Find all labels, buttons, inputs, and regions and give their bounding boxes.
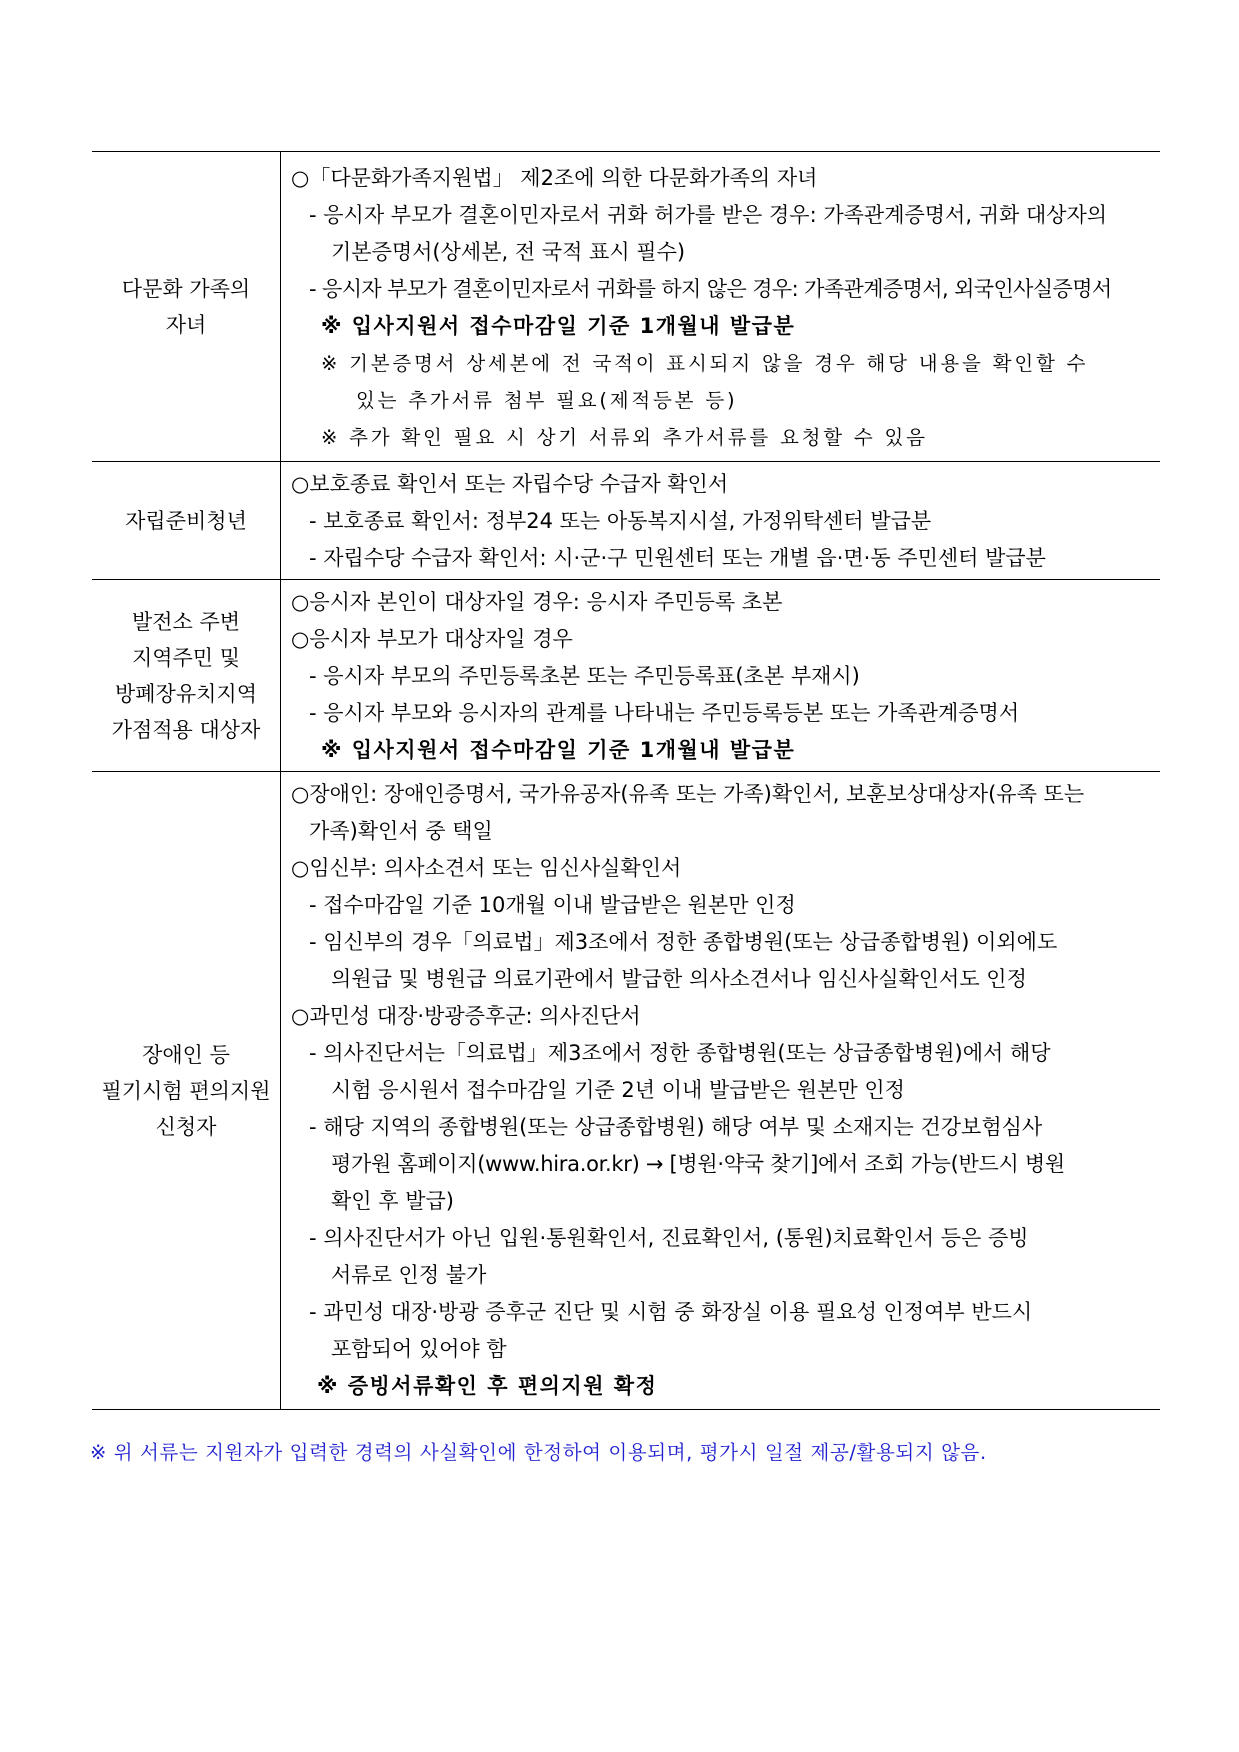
category-label-line: 방폐장유치지역: [114, 681, 257, 706]
item-line: ○임신부: 의사소견서 또는 임신사실확인서: [291, 856, 682, 880]
category-label-line: 가점적용 대상자: [111, 717, 261, 742]
item-line: - 자립수당 수급자 확인서: 시·군·구 민원센터 또는 개별 읍·면·동 주민센터 발급분: [309, 546, 1046, 570]
item-line: ○응시자 본인이 대상자일 경우: 응시자 주민등록 초본: [291, 590, 783, 614]
item-line: - 임신부의 경우「의료법」제3조에서 정한 종합병원(또는 상급종합병원) 이외에도: [309, 930, 1058, 954]
category-cell: [92, 462, 281, 580]
category-cell: [92, 152, 281, 462]
notice-line: 있는 추가서류 첨부 필요(제적등본 등): [356, 389, 738, 412]
item-line: ○보호종료 확인서 또는 자립수당 수급자 확인서: [291, 472, 729, 496]
table-row-self-reliance: [92, 462, 1160, 580]
content-cell: [281, 772, 1161, 1410]
category-label-line: 필기시험 편의지원: [101, 1078, 271, 1103]
item-line: 확인 후 발급): [331, 1189, 454, 1213]
item-line: - 과민성 대장·방광 증후군 진단 및 시험 중 화장실 이용 필요성 인정여부 반드시: [309, 1300, 1033, 1324]
item-line: - 응시자 부모가 결혼이민자로서 귀화 허가를 받은 경우: 가족관계증명서, 귀화 대상자의: [309, 203, 1108, 227]
item-line: 평가원 홈페이지(www.hira.or.kr) → [병원·약국 찾기]에서 조회 가능(반드시 병원: [331, 1152, 1065, 1176]
content-cell: [281, 580, 1161, 772]
notice-bold: ※ 입사지원서 접수마감일 기준 1개월내 발급분: [321, 314, 796, 338]
category-label-line: 지역주민 및: [131, 645, 241, 670]
item-line: - 의사진단서는「의료법」제3조에서 정한 종합병원(또는 상급종합병원)에서 해당: [309, 1041, 1051, 1065]
item-line: - 접수마감일 기준 10개월 이내 발급받은 원본만 인정: [309, 893, 796, 917]
item-line: - 응시자 부모와 응시자의 관계를 나타내는 주민등록등본 또는 가족관계증명서: [309, 701, 1020, 725]
item-line: ○과민성 대장·방광증후군: 의사진단서: [291, 1004, 641, 1028]
item-line: - 응시자 부모가 결혼이민자로서 귀화를 하지 않은 경우: 가족관계증명서, 외국인사실증명서: [309, 277, 1112, 301]
category-label-line: 자녀: [165, 312, 207, 337]
table-row-disability-support: [92, 772, 1160, 1410]
item-line: - 의사진단서가 아닌 입원·통원확인서, 진료확인서, (통원)치료확인서 등은 증빙: [309, 1226, 1029, 1250]
item-line: ○응시자 부모가 대상자일 경우: [291, 627, 573, 651]
category-label-line: 장애인 등: [142, 1042, 230, 1067]
category-label-line: 다문화 가족의: [121, 276, 251, 301]
content-cell: [281, 152, 1161, 462]
content-cell: [281, 462, 1161, 580]
notice-line: ※ 추가 확인 필요 시 상기 서류외 추가서류를 요청할 수 있음: [321, 426, 928, 449]
table-row-multicultural: [92, 152, 1160, 462]
category-label-line: 발전소 주변: [131, 609, 241, 634]
notice-bold: ※ 입사지원서 접수마감일 기준 1개월내 발급분: [321, 738, 796, 762]
category-label-line: 자립준비청년: [125, 508, 247, 533]
item-line: 시험 응시원서 접수마감일 기준 2년 이내 발급받은 원본만 인정: [331, 1078, 905, 1102]
table-row-power-plant: [92, 580, 1160, 772]
item-line: ○「다문화가족지원법」 제2조에 의한 다문화가족의 자녀: [291, 166, 818, 190]
item-line: 의원급 및 병원급 의료기관에서 발급한 의사소견서나 임신사실확인서도 인정: [331, 967, 1027, 991]
category-cell: [92, 580, 281, 772]
category-label-line: 신청자: [155, 1114, 217, 1139]
document-table: [92, 151, 1160, 1410]
item-line: ○장애인: 장애인증명서, 국가유공자(유족 또는 가족)확인서, 보훈보상대상자(유족 또는: [291, 782, 1085, 806]
footer-note: ※ 위 서류는 지원자가 입력한 경력의 사실확인에 한정하여 이용되며, 평가시 일절 제공/활용되지 않음.: [90, 1441, 987, 1464]
item-line: - 해당 지역의 종합병원(또는 상급종합병원) 해당 여부 및 소재지는 건강보험심사: [309, 1115, 1043, 1139]
notice-line: ※ 기본증명서 상세본에 전 국적이 표시되지 않을 경우 해당 내용을 확인할 수: [321, 352, 1089, 375]
notice-bold: ※ 증빙서류확인 후 편의지원 확정: [317, 1374, 658, 1398]
item-line: 서류로 인정 불가: [331, 1263, 487, 1287]
category-cell: [92, 772, 281, 1410]
item-line: 포함되어 있어야 함: [331, 1337, 507, 1361]
item-line: 가족)확인서 중 택일: [309, 819, 493, 843]
item-line: 기본증명서(상세본, 전 국적 표시 필수): [331, 240, 686, 264]
item-line: - 보호종료 확인서: 정부24 또는 아동복지시설, 가정위탁센터 발급분: [309, 509, 932, 533]
item-line: - 응시자 부모의 주민등록초본 또는 주민등록표(초본 부재시): [309, 664, 860, 688]
